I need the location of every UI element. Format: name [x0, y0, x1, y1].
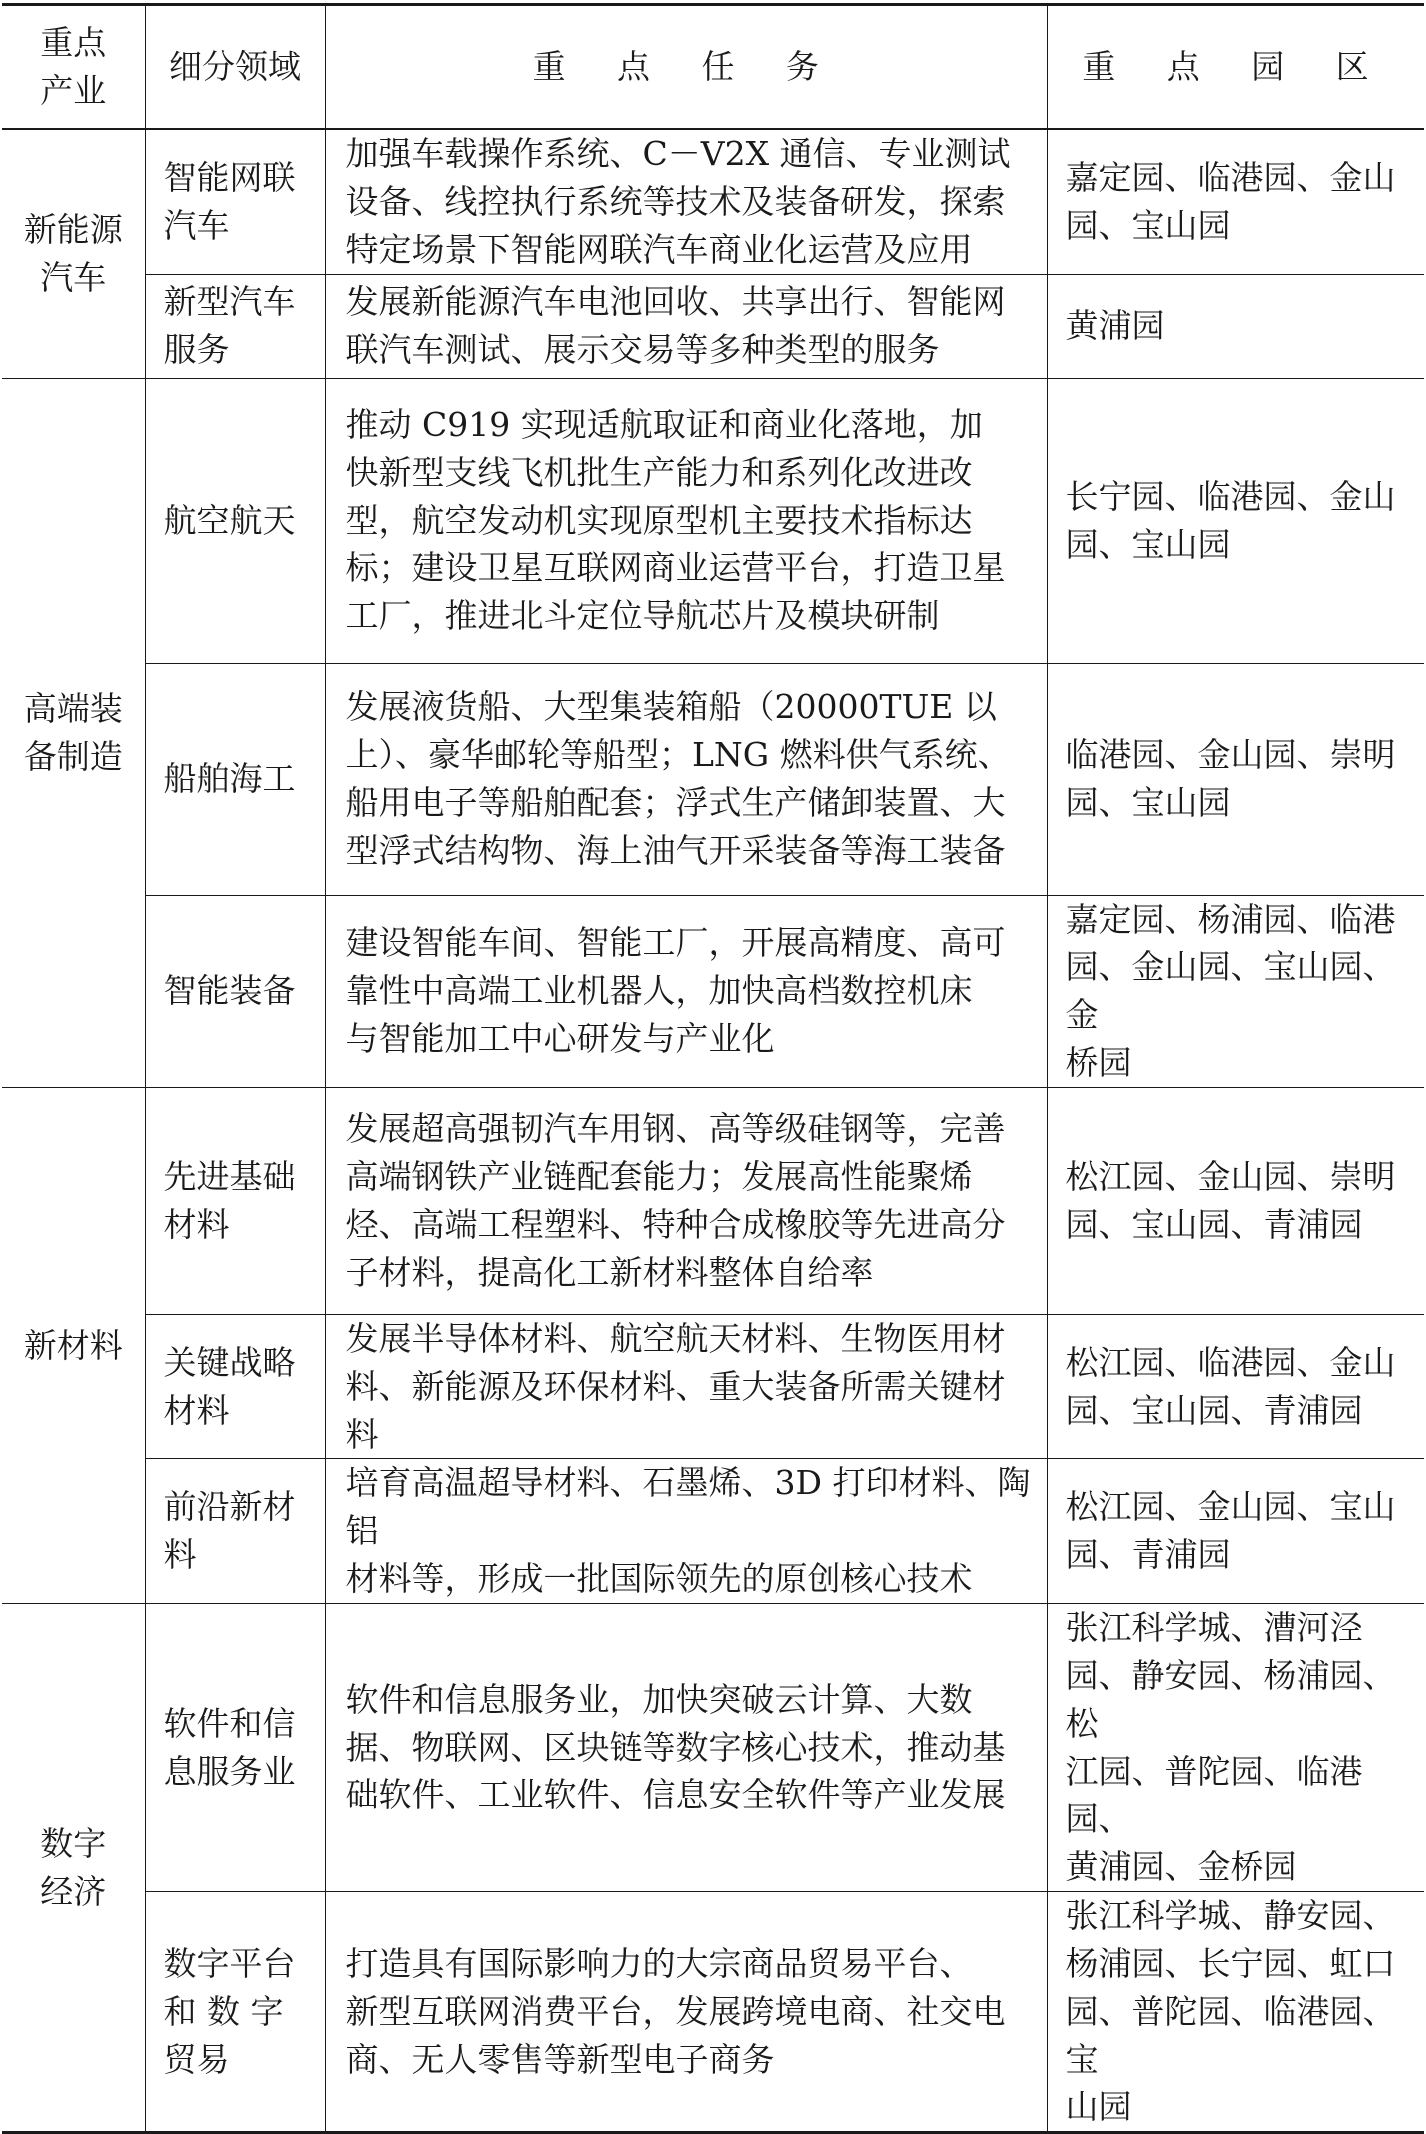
- park-cell: 嘉定园、临港园、金山 园、宝山园: [1047, 129, 1424, 274]
- park-cell: 松江园、金山园、宝山 园、青浦园: [1047, 1459, 1424, 1604]
- table-header: [2, 5, 1424, 130]
- key-industries-table: [2, 3, 1424, 2134]
- task-cell: 发展液货船、大型集装箱船（20000TUE 以 上）、豪华邮轮等船型；LNG 燃料供气系统、 船用电子等船舶配套；浮式生产储卸装置、大 型浮式结构物、海上油气开采装备等海工装备: [325, 663, 1047, 895]
- task-cell: 培育高温超导材料、石墨烯、3D 打印材料、陶铝 材料等，形成一批国际领先的原创核心技术: [325, 1459, 1047, 1604]
- task-cell: 建设智能车间、智能工厂，开展高精度、高可 靠性中高端工业机器人，加快高档数控机床 与智能加工中心研发与产业化: [325, 895, 1047, 1087]
- table-body: [2, 129, 1424, 2133]
- table-row: [2, 1603, 1424, 1891]
- task-cell: 发展半导体材料、航空航天材料、生物医用材 料、新能源及环保材料、重大装备所需关键材料: [325, 1314, 1047, 1459]
- header-key-industry: 重点 产业: [2, 5, 145, 130]
- header-key-tasks: 重 点 任 务: [325, 5, 1047, 130]
- park-cell: 松江园、临港园、金山 园、宝山园、青浦园: [1047, 1314, 1424, 1459]
- subfield-cell: 智能装备: [145, 895, 325, 1087]
- table-row: [2, 274, 1424, 378]
- industry-cell: 新材料: [2, 1087, 145, 1603]
- table-row: [2, 1314, 1424, 1459]
- table-row: [2, 1459, 1424, 1604]
- subfield-cell: 智能网联 汽车: [145, 129, 325, 274]
- header-subfield: 细分领域: [145, 5, 325, 130]
- park-cell: 长宁园、临港园、金山 园、宝山园: [1047, 378, 1424, 663]
- table-row: [2, 895, 1424, 1087]
- subfield-cell: 软件和信 息服务业: [145, 1603, 325, 1891]
- park-cell: 嘉定园、杨浦园、临港 园、金山园、宝山园、金 桥园: [1047, 895, 1424, 1087]
- task-cell: 加强车载操作系统、C－V2X 通信、专业测试 设备、线控执行系统等技术及装备研发，探索 特定场景下智能网联汽车商业化运营及应用: [325, 129, 1047, 274]
- task-cell: 打造具有国际影响力的大宗商品贸易平台、 新型互联网消费平台，发展跨境电商、社交电 商、无人零售等新型电子商务: [325, 1892, 1047, 2133]
- subfield-cell: 前沿新材 料: [145, 1459, 325, 1604]
- subfield-cell: 数字平台 和 数 字 贸易: [145, 1892, 325, 2133]
- table-row: [2, 663, 1424, 895]
- table-row: [2, 378, 1424, 663]
- subfield-cell: 航空航天: [145, 378, 325, 663]
- industry-cell: 数字 经济: [2, 1603, 145, 2132]
- industry-cell: 新能源 汽车: [2, 129, 145, 378]
- task-cell: 发展超高强韧汽车用钢、高等级硅钢等，完善 高端钢铁产业链配套能力；发展高性能聚烯 烃、高端工程塑料、特种合成橡胶等先进高分 子材料，提高化工新材料整体自给率: [325, 1087, 1047, 1314]
- task-cell: 发展新能源汽车电池回收、共享出行、智能网 联汽车测试、展示交易等多种类型的服务: [325, 274, 1047, 378]
- park-cell: 黄浦园: [1047, 274, 1424, 378]
- table-row: [2, 129, 1424, 274]
- subfield-cell: 关键战略 材料: [145, 1314, 325, 1459]
- park-cell: 张江科学城、静安园、 杨浦园、长宁园、虹口 园、普陀园、临港园、宝 山园: [1047, 1892, 1424, 2133]
- header-row: [2, 5, 1424, 130]
- industry-cell: 高端装 备制造: [2, 378, 145, 1087]
- task-cell: 软件和信息服务业，加快突破云计算、大数 据、物联网、区块链等数字核心技术，推动基 础软件、工业软件、信息安全软件等产业发展: [325, 1603, 1047, 1891]
- task-cell: 推动 C919 实现适航取证和商业化落地，加 快新型支线飞机批生产能力和系列化改进改 型，航空发动机实现原型机主要技术指标达 标；建设卫星互联网商业运营平台，打造卫星 工厂，推进北斗定位导航芯片及模块研制: [325, 378, 1047, 663]
- park-cell: 松江园、金山园、崇明 园、宝山园、青浦园: [1047, 1087, 1424, 1314]
- table-row: [2, 1087, 1424, 1314]
- subfield-cell: 船舶海工: [145, 663, 325, 895]
- park-cell: 临港园、金山园、崇明 园、宝山园: [1047, 663, 1424, 895]
- subfield-cell: 先进基础 材料: [145, 1087, 325, 1314]
- park-cell: 张江科学城、漕河泾 园、静安园、杨浦园、松 江园、普陀园、临港园、 黄浦园、金桥园: [1047, 1603, 1424, 1891]
- header-key-parks: 重 点 园 区: [1047, 5, 1424, 130]
- subfield-cell: 新型汽车 服务: [145, 274, 325, 378]
